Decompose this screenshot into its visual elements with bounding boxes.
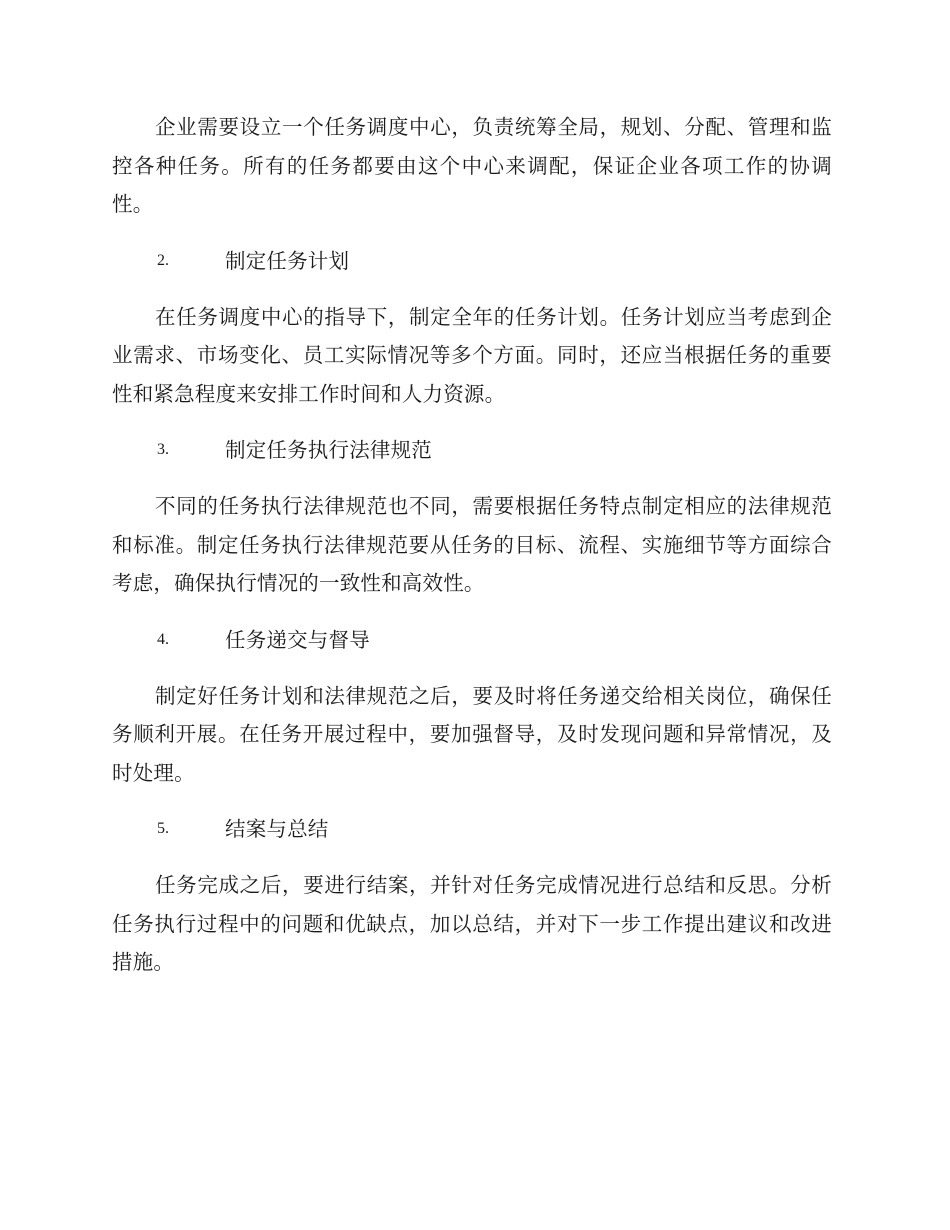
section-heading-5: [112, 810, 832, 848]
section-paragraph-2: 在任务调度中心的指导下，制定全年的任务计划。任务计划应当考虑到企业需求、市场变化、员工实际情况等多个方面。同时，还应当根据任务的重要性和紧急程度来安排工作时间和人力资源。: [112, 304, 832, 406]
section-number: 4.: [157, 630, 169, 648]
section-paragraph-5: 任务完成之后，要进行结案，并针对任务完成情况进行总结和反思。分析任务执行过程中的问题和优缺点，加以总结，并对下一步工作提出建议和改进措施。: [112, 873, 832, 974]
section-number: 3.: [157, 441, 169, 458]
section-title: 制定任务执行法律规范: [225, 438, 432, 462]
section-number: 2.: [157, 251, 169, 269]
section-title: 结案与总结: [225, 817, 329, 841]
document-body: [112, 108, 832, 1000]
section-heading-2: [112, 242, 832, 280]
section-number: 5.: [157, 820, 169, 837]
section-paragraph-3: 不同的任务执行法律规范也不同，需要根据任务特点制定相应的法律规范和标准。制定任务执行法律规范要从任务的目标、流程、实施细节等方面综合考虑，确保执行情况的一致性和高效性。: [112, 494, 832, 595]
section-heading-4: [112, 621, 832, 659]
section-heading-3: [112, 431, 832, 469]
intro-paragraph: 企业需要设立一个任务调度中心，负责统筹全局，规划、分配、管理和监控各种任务。所有的任务都要由这个中心来调配，保证企业各项工作的协调性。: [112, 115, 832, 216]
section-title: 制定任务计划: [225, 248, 350, 273]
section-title: 任务递交与督导: [225, 627, 370, 652]
section-paragraph-4: 制定好任务计划和法律规范之后，要及时将任务递交给相关岗位，确保任务顺利开展。在任务开展过程中，要加强督导，及时发现问题和异常情况，及时处理。: [112, 683, 832, 785]
